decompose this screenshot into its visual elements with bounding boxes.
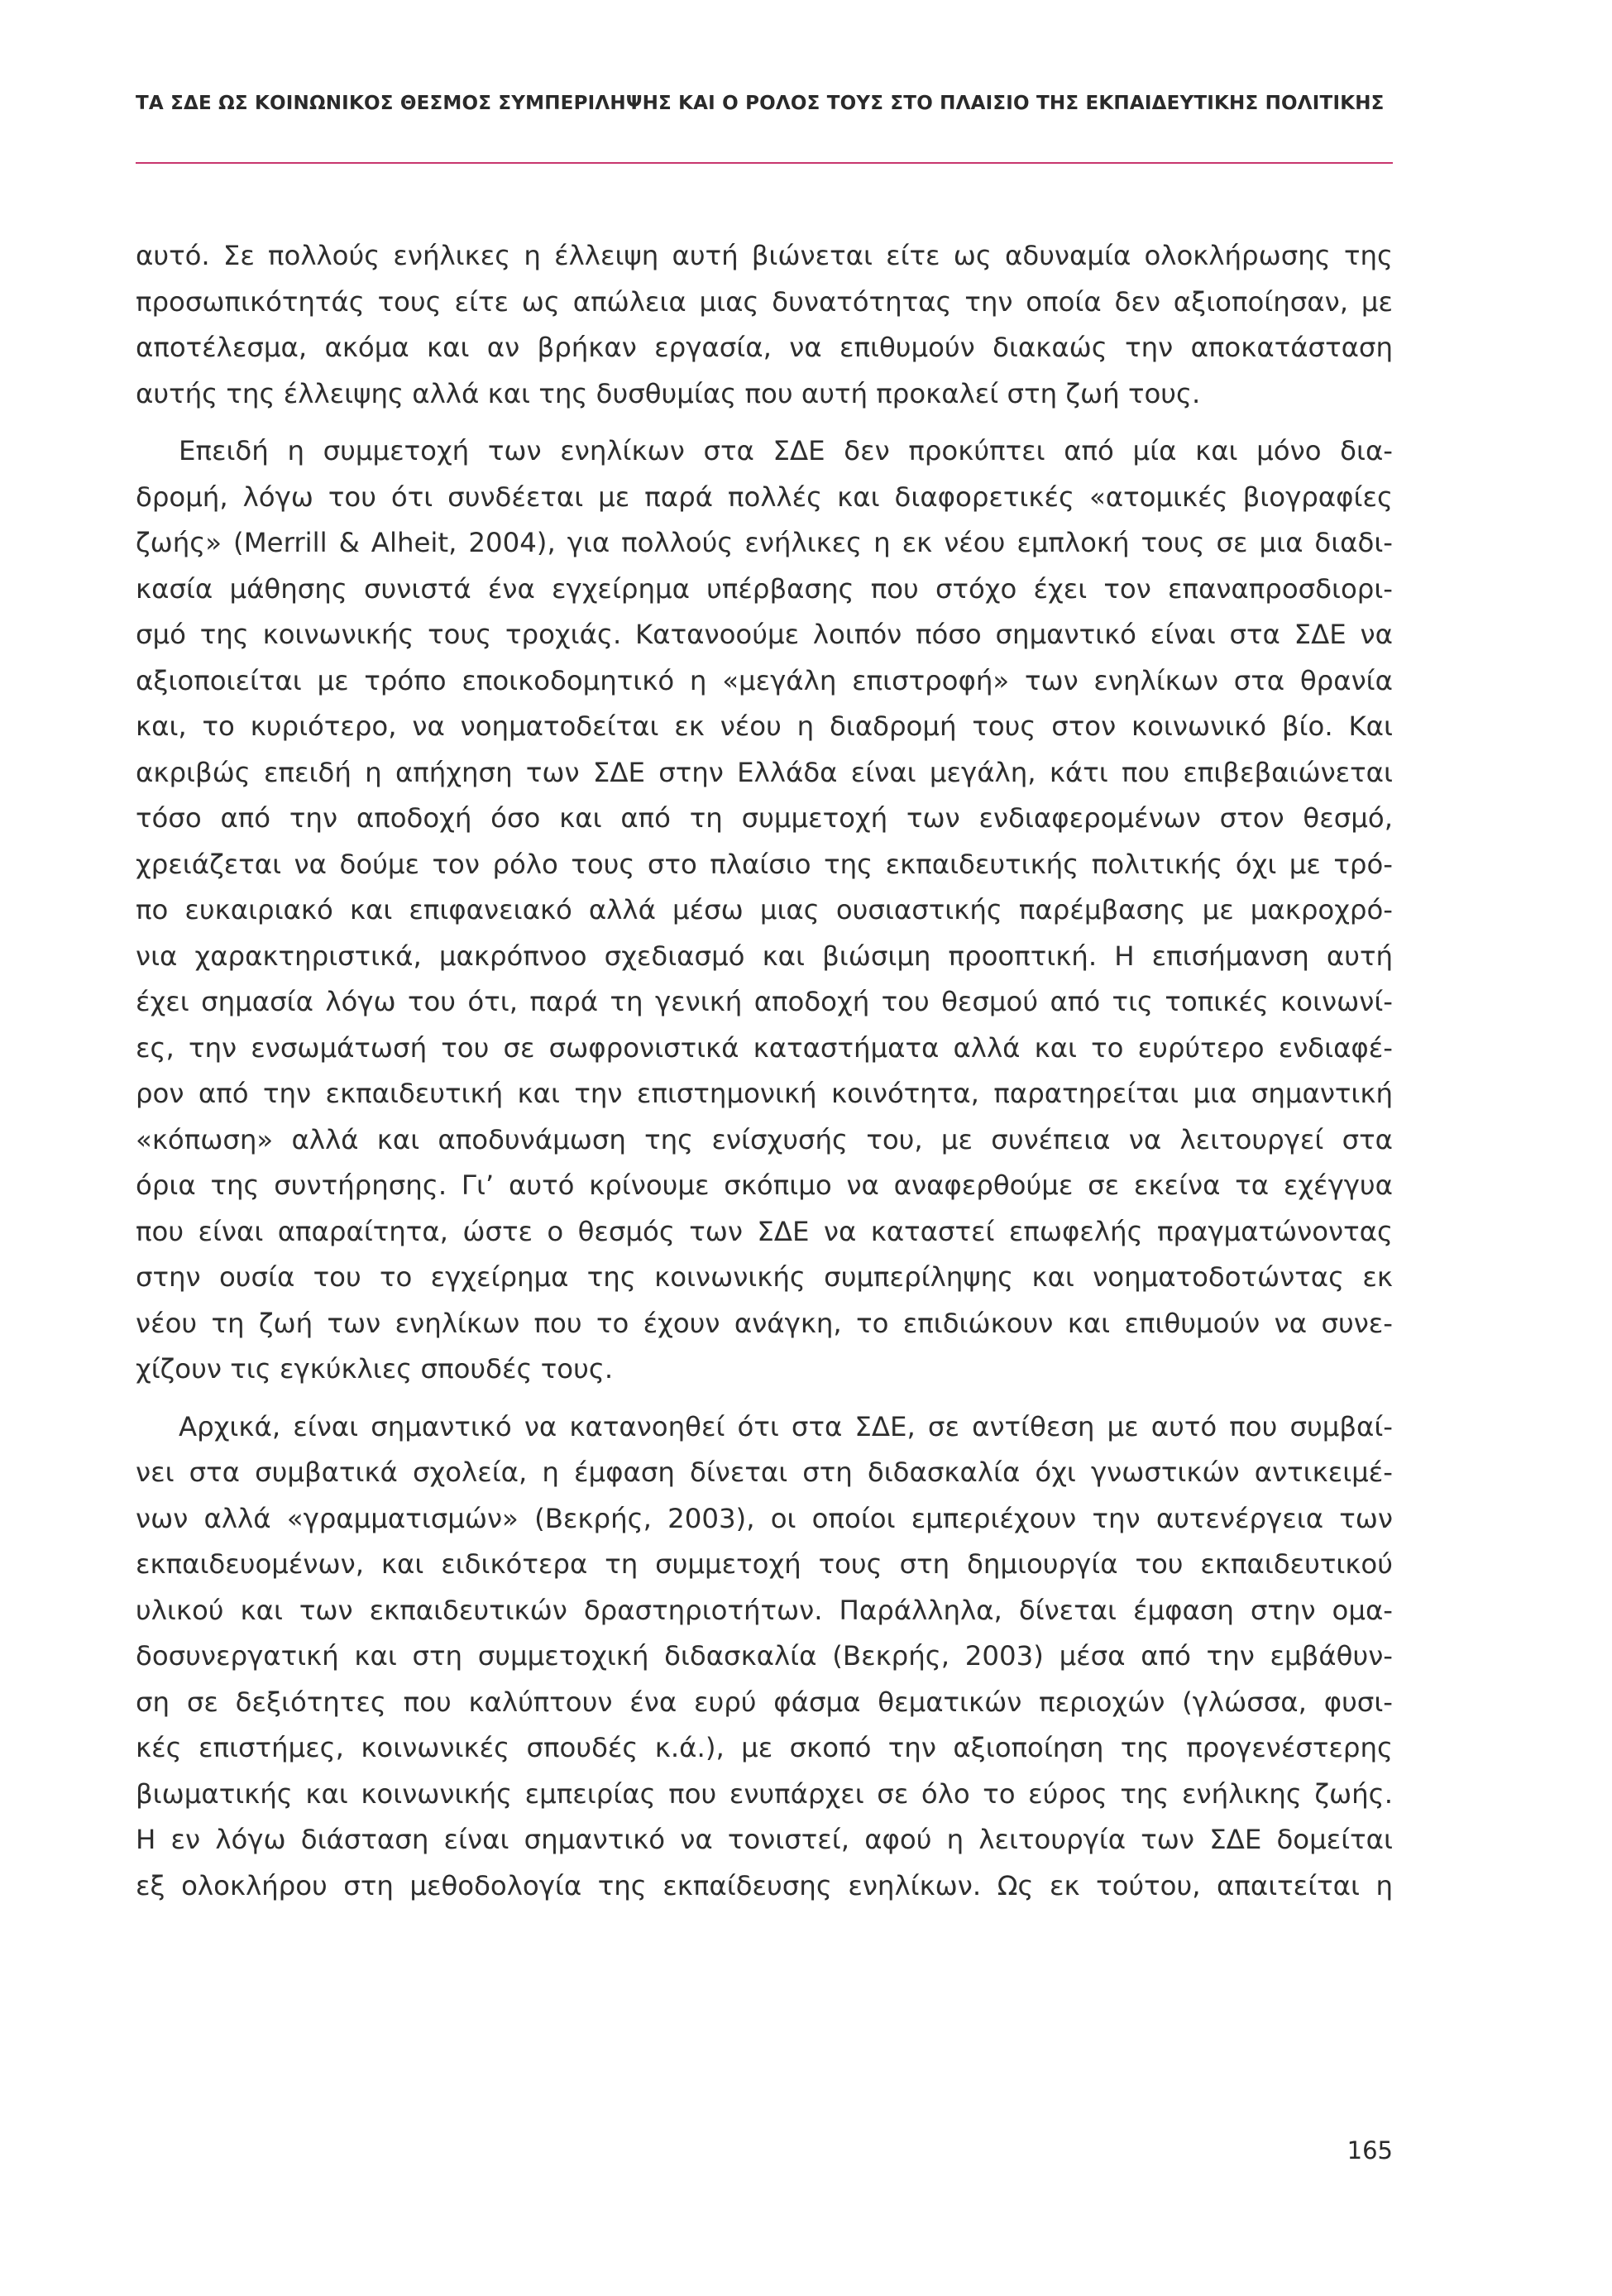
text-line: βιωματικής και κοινωνικής εμπειρίας που ενυπάρχει σε όλο το εύρος της ενήλικης ζωής. [136,1777,1393,1810]
text-line: ζωής» (Merrill & Alheit, 2004), για πολλούς ενήλικες η εκ νέου εμπλοκή τους σε μια διαδι- [136,527,1393,558]
page-number: 165 [1347,2136,1393,2164]
paragraph-1 [136,233,1393,417]
text-line: ση σε δεξιότητες που καλύπτουν ένα ευρύ φάσμα θεματικών περιοχών (γλώσσα, φυσι- [136,1686,1393,1718]
text-line: αποτέλεσμα, ακόμα και αν βρήκαν εργασία, να επιθυμούν διακαώς την αποκατάσταση [136,332,1393,363]
text-line: και, το κυριότερο, να νοηματοδείται εκ νέου η διαδρομή τους στον κοινωνικό βίο. Και [136,710,1393,742]
text-line: αυτό. Σε πολλούς ενήλικες η έλλειψη αυτή βιώνεται είτε ως αδυναμία ολοκλήρωσης της [136,240,1393,271]
text-line: χίζουν τις εγκύκλιες σπουδές τους. [136,1353,614,1385]
text-line: κές επιστήμες, κοινωνικές σπουδές κ.ά.), με σκοπό την αξιοποίηση της προγενέστερης [136,1732,1393,1763]
text-line: χρειάζεται να δούμε τον ρόλο τους στο πλαίσιο της εκπαιδευτικής πολιτικής όχι με τρό- [136,848,1393,880]
text-line: εξ ολοκλήρου στη μεθοδολογία της εκπαίδευσης ενηλίκων. Ως εκ τούτου, απαιτείται η [136,1869,1393,1901]
running-header-title: ΤΑ ΣΔΕ ΩΣ ΚΟΙΝΩΝΙΚΟΣ ΘΕΣΜΟΣ ΣΥΜΠΕΡΙΛΗΨΗΣ ΚΑΙ Ο ΡΟΛΟΣ ΤΟΥΣ ΣΤΟ ΠΛΑΙΣΙΟ ΤΗΣ ΕΚΠΑΙΔΕΥΤΙΚΗΣ ΠΟΛΙΤΙΚΗΣ [136,93,1385,114]
text-line: νει στα συμβατικά σχολεία, η έμφαση δίνεται στη διδασκαλία όχι γνωστικών αντικειμέ- [136,1457,1393,1488]
text-line: έχει σημασία λόγω του ότι, παρά τη γενική αποδοχή του θεσμού από τις τοπικές κοινωνί- [136,986,1393,1017]
text-line: υλικού και των εκπαιδευτικών δραστηριοτήτων. Παράλληλα, δίνεται έμφαση στην ομα- [136,1594,1393,1626]
text-line: κασία μάθησης συνιστά ένα εγχείρημα υπέρβασης που στόχο έχει τον επαναπροσδιορι- [136,572,1393,605]
text-line: τόσο από την αποδοχή όσο και από τη συμμετοχή των ενδιαφερομένων στον θεσμό, [136,802,1393,834]
paragraph-3 [136,1404,1393,1910]
text-line: νέου τη ζωή των ενηλίκων που το έχουν ανάγκη, το επιδιώκουν και επιθυμούν να συνε- [136,1307,1393,1339]
text-line: νων αλλά «γραμματισμών» (Βεκρής, 2003), οι οποίοι εμπεριέχουν την αυτενέργεια των [136,1502,1393,1534]
text-line: εκπαιδευομένων, και ειδικότερα τη συμμετοχή τους στη δημιουργία του εκπαιδευτικού [136,1548,1393,1580]
body-text [136,233,1393,1909]
text-line: «κόπωση» αλλά και αποδυνάμωση της ενίσχυσής του, με συνέπεια να λειτουργεί στα [136,1123,1393,1155]
text-line: αξιοποιείται με τρόπο εποικοδομητικό η «μεγάλη επιστροφή» των ενηλίκων στα θρανία [136,664,1393,696]
text-line: αυτής της έλλειψης αλλά και της δυσθυμίας που αυτή προκαλεί στη ζωή τους. [136,377,1201,409]
text-line: στην ουσία του το εγχείρημα της κοινωνικής συμπερίληψης και νοηματοδοτώντας εκ [136,1261,1393,1293]
text-line: Επειδή η συμμετοχή των ενηλίκων στα ΣΔΕ δεν προκύπτει από μία και μόνο δια- [179,435,1393,466]
paragraph-2 [136,428,1393,1393]
text-line: δοσυνεργατική και στη συμμετοχική διδασκαλία (Βεκρής, 2003) μέσα από την εμβάθυν- [136,1640,1393,1672]
text-line: σμό της κοινωνικής τους τροχιάς. Κατανοούμε λοιπόν πόσο σημαντικό είναι στα ΣΔΕ να [136,619,1393,650]
header-divider [136,162,1393,164]
text-line: νια χαρακτηριστικά, μακρόπνοο σχεδιασμό και βιώσιμη προοπτική. Η επισήμανση αυτή [136,940,1393,972]
text-line: ακριβώς επειδή η απήχηση των ΣΔΕ στην Ελλάδα είναι μεγάλη, κάτι που επιβεβαιώνεται [136,756,1393,788]
text-line: δρομή, λόγω του ότι συνδέεται με παρά πολλές και διαφορετικές «ατομικές βιογραφίες [136,481,1393,513]
text-line: που είναι απαραίτητα, ώστε ο θεσμός των ΣΔΕ να καταστεί επωφελής πραγματώνοντας [136,1215,1393,1247]
text-line: ες, την ενσωμάτωσή του σε σωφρονιστικά καταστήματα αλλά και το ευρύτερο ενδιαφέ- [136,1031,1393,1064]
text-line: προσωπικότητάς τους είτε ως απώλεια μιας δυνατότητας την οποία δεν αξιοποίησαν, με [136,285,1393,318]
text-line: πο ευκαιριακό και επιφανειακό αλλά μέσω μιας ουσιαστικής παρέμβασης με μακροχρό- [136,894,1393,926]
text-line: Η εν λόγω διάσταση είναι σημαντικό να τονιστεί, αφού η λειτουργία των ΣΔΕ δομείται [136,1824,1393,1855]
text-line: Αρχικά, είναι σημαντικό να κατανοηθεί ότι στα ΣΔΕ, σε αντίθεση με αυτό που συμβαί- [179,1410,1393,1442]
text-line: ρον από την εκπαιδευτική και την επιστημονική κοινότητα, παρατηρείται μια σημαντική [136,1078,1393,1109]
text-line: όρια της συντήρησης. Γι’ αυτό κρίνουμε σκόπιμο να αναφερθούμε σε εκείνα τα εχέγγυα [136,1170,1393,1201]
